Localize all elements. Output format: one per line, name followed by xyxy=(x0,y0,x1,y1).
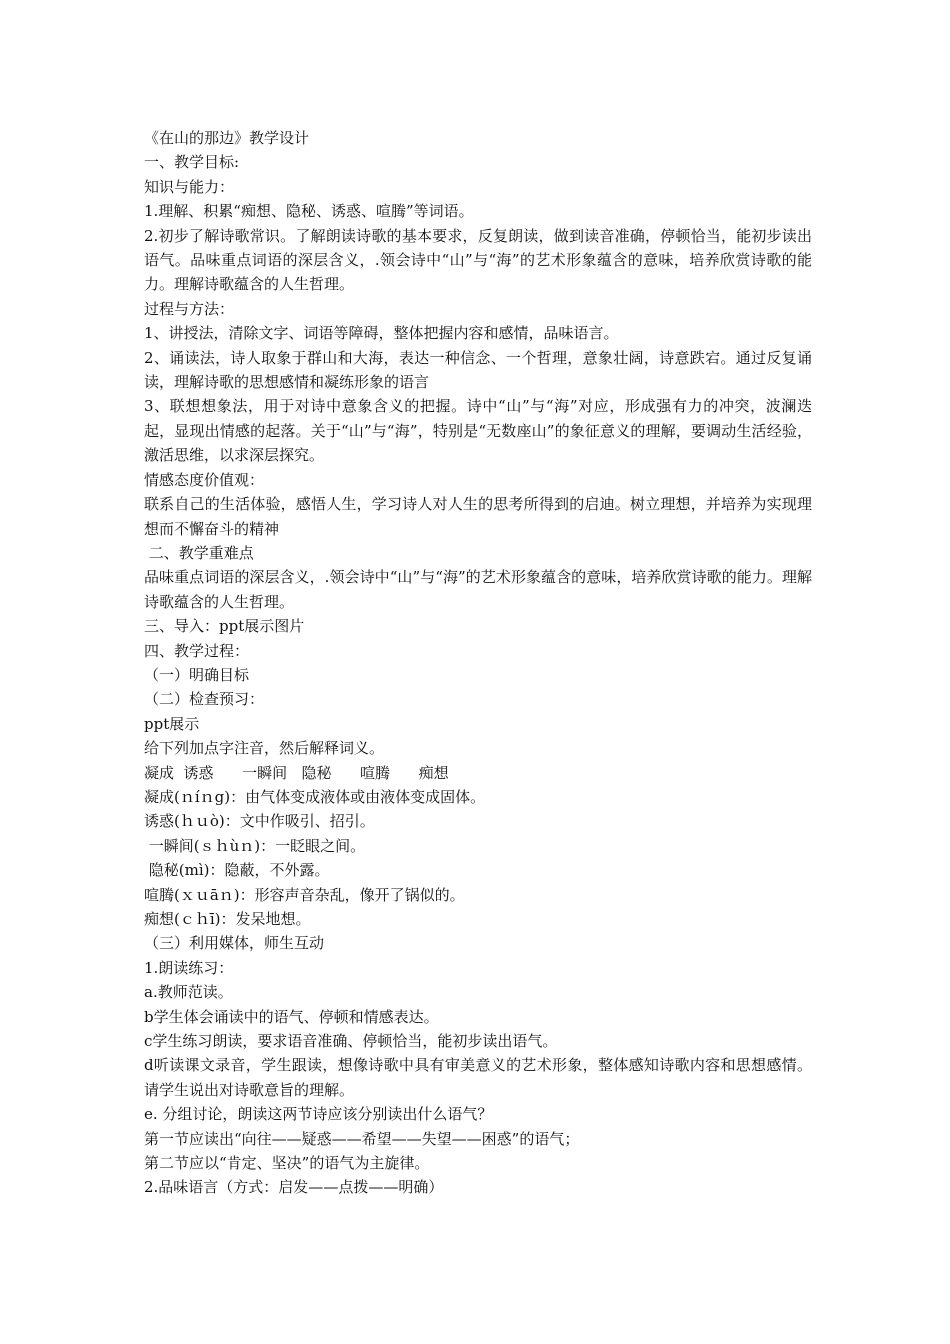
vocab-definition: 诱惑(ｈｕò)：文中作吸引、招引。 xyxy=(144,812,375,831)
paragraph: 品味重点词语的深层含义，.领会诗中“山”与“海”的艺术形象蕴含的意味，培养欣赏诗歌的能力。理解诗歌蕴含的人生哲理。 xyxy=(144,568,812,611)
step-heading: （三）利用媒体，师生互动 xyxy=(144,934,325,953)
text-line: c学生练习朗读，要求语音准确、停顿恰当，能初步读出语气。 xyxy=(144,1032,558,1051)
vocab-definition: 痴想(ｃｈī)：发呆地想。 xyxy=(144,910,311,928)
vocab-list: 凝成 诱惑 一瞬间 隐秘 喧腾 痴想 xyxy=(144,763,449,782)
vocab-definition: 隐秘(mì)：隐蔽，不外露。 xyxy=(144,861,330,880)
paragraph: 2、诵读法，诗人取象于群山和大海，表达一种信念、一个哲理，意象壮阔，诗意跌宕。通过反复诵读，理解诗歌的思想感情和凝练形象的语言 xyxy=(144,348,812,392)
subheading-process: 过程与方法： xyxy=(144,299,235,318)
section-heading-process: 四、教学过程： xyxy=(144,641,250,660)
text-line: e. 分组讨论，朗读这两节诗应该分别读出什么语气？ xyxy=(144,1105,493,1124)
paragraph: 1.理解、积累“痴想、隐秘、诱惑、喧腾”等词语。 xyxy=(144,202,474,221)
text-line: ppt展示 xyxy=(144,714,200,733)
text-line: 给下列加点字注音，然后解释词义。 xyxy=(144,739,385,758)
document-body xyxy=(144,126,812,1200)
step-heading: （一）明确目标 xyxy=(144,665,250,684)
step-heading: （二）检查预习： xyxy=(144,690,265,709)
text-line: b学生体会诵读中的语气、停顿和情感表达。 xyxy=(144,1007,439,1026)
document-title: 《在山的那边》教学设计 xyxy=(144,129,310,147)
paragraph: 2.初步了解诗歌常识。了解朗读诗歌的基本要求，反复朗读，做到读音准确，停顿恰当，能初步读出语气。品味重点词语的深层含义，.领会诗中“山”与“海”的艺术形象蕴含的意味，培养欣赏诗歌的能力。理解诗歌蕴含的人生哲理。 xyxy=(144,226,812,294)
text-line: 第二节应以“肯定、坚决”的语气为主旋律。 xyxy=(144,1154,430,1173)
paragraph: d听读课文录音，学生跟读，想像诗歌中具有审美意义的艺术形象，整体感知诗歌内容和思想感情。请学生说出对诗歌意旨的理解。 xyxy=(144,1056,812,1099)
paragraph: 联系自己的生活体验，感悟人生，学习诗人对人生的思考所得到的启迪。树立理想，并培养为实现理想而不懈奋斗的精神 xyxy=(144,495,812,538)
vocab-definition: 一瞬间(ｓｈùｎ)：一眨眼之间。 xyxy=(144,836,366,855)
vocab-definition: 凝成(ｎíｎg)：由气体变成液体或由液体变成固体。 xyxy=(144,787,486,806)
text-line: 2.品味语言（方式：启发——点拨——明确） xyxy=(144,1178,444,1197)
section-heading-objectives: 一、教学目标: xyxy=(144,153,240,172)
paragraph: 3、联想想象法，用于对诗中意象含义的把握。诗中“山”与“海”对应，形成强有力的冲突，波澜迭起，显现出情感的起落。关于“山”与“海”，特别是“无数座山”的象征意义的理解，要调动生活经验，激活思维，以求深层探究。 xyxy=(144,397,812,465)
subheading-values: 情感态度价值观： xyxy=(144,470,265,489)
text-line: 第一节应读出“向往——疑惑——希望——失望——困惑”的语气； xyxy=(144,1129,580,1148)
subheading-knowledge: 知识与能力： xyxy=(144,177,235,196)
text-line: a.教师范读。 xyxy=(144,983,233,1002)
vocab-definition: 喧腾(ｘｕāｎ)：形容声音杂乱，像开了锅似的。 xyxy=(144,885,465,904)
section-heading-key-points: 二、教学重难点 xyxy=(144,543,254,562)
section-heading-intro: 三、导入：ppt展示图片 xyxy=(144,617,305,636)
text-line: 1.朗读练习： xyxy=(144,958,234,977)
paragraph: 1、讲授法，清除文字、词语等障碍，整体把握内容和感情，品味语言。 xyxy=(144,324,619,343)
